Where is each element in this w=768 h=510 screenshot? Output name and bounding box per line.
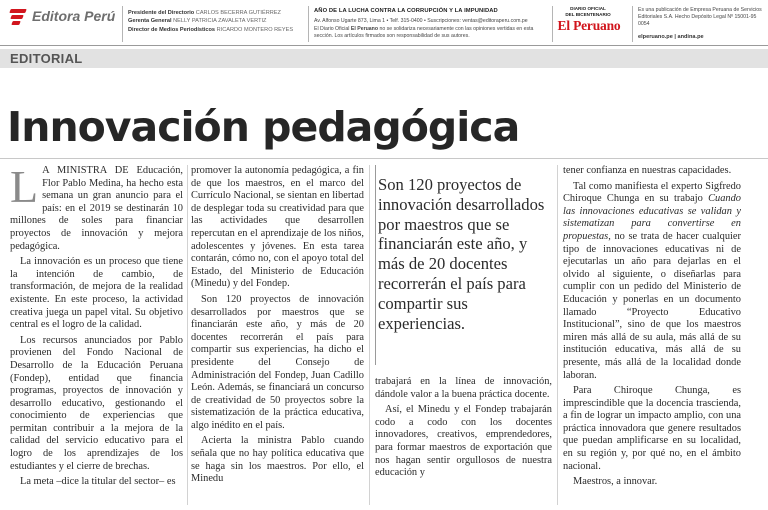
column-divider [187, 165, 188, 505]
paragraph: La meta –dice la titular del sector– es [20, 476, 176, 488]
paragraph: Tal como manifiesta el experto Sigfredo Chiroque Chunga en su trabajo Cuando las innovaciones educativas se validan y sistematizan para convertirse en propuestas, no se trata de hacer cualquier tipo de innovaciones educativas ni de ejecutarlas un año para dejarlas en el olvido al siguiente, o diseñarlas para cumplir con un pedido del Ministerio de Educación y ponerlas en un documento llamado “Proyecto Educativo Institucional”, sino de que los maestros miren más allá de su aula, más allá de su institución educativa, más allá de su presente, más allá de la localidad donde laboran. [563, 180, 741, 381]
publisher-info: Es una publicación de Empresa Peruana de Servicios Editoriales S.A. Hecho Depósito Legal Nº 15001-95 0054 [638, 7, 762, 27]
drop-cap: L [10, 161, 39, 212]
paragraph: promover la autonomía pedagógica, a fin de que los maestros, en el marco del Currículo Nacional, se sientan en libertad de desplegar toda su creatividad para que las actividades que desarrollen repercutan en el aprendizaje de los niños, adolescentes y jóvenes. En esta tarea contarán, cómo no, con el apoyo total del Estado, del Ministerio de Educación (Minedu) y del Fondep. [191, 165, 364, 290]
paragraph: La innovación es un proceso que tiene la intención de cambio, de transformación, de mejora de la realidad existente. En este proceso, la actividad creativa juega un papel vital. Su objetivo central es el logro de la calidad. [10, 256, 183, 331]
paragraph: Son 120 proyectos de innovación desarrollados por maestros que se financiarán este año, y más de 20 docentes recorrerán el país para compartir sus experiencias, ha dicho el presidente del Consejo de Administración del Fondep, Juan Cadillo León. Además, se financiará un concurso de creatividad de 50 proyectos sobre la sistematización de la práctica educativa, algo inédito en el país. [191, 293, 364, 431]
paragraph: Para Chiroque Chunga, es imprescindible que la docencia trascienda, a fin de lograr un impacto amplio, con una práctica innovadora que genere resultados que puedan amplificarse en su localidad, en su región y, por qué no, en el ámbito nacional. [563, 385, 741, 472]
headline-rule [0, 158, 768, 159]
editora-brand-name: Editora Perú [32, 8, 116, 24]
paragraph: trabajará en la línea de innovación, dándole valor a la buena práctica docente. [375, 376, 552, 400]
paragraph: Así, el Minedu y el Fondep trabajarán codo a codo con los docentes innovadores, creativos, emprendedores, para formar maestros de exportación que nos hagan sentir orgullosos de nuestra educación y [375, 404, 552, 479]
pull-quote: Son 120 proyectos de innovación desarrollados por maestros que se financiarán este año, y más de 20 docentes recorrerán el país para compartir sus experiencias. [378, 175, 545, 333]
masthead [0, 0, 768, 46]
column-divider [557, 165, 558, 505]
pullquote-rule [375, 165, 376, 365]
staff-line: Director de Medios Periodísticos RICARDO MONTERO REYES [128, 26, 294, 33]
address-line: Av. Alfonso Ugarte 873, Lima 1 • Telf. 315-0400 • Suscripciones: ventas@editoraperu.com.pe [314, 18, 528, 24]
article-column-1 [10, 161, 183, 492]
contact-disclaimer [314, 18, 550, 41]
article-column-2 [191, 165, 364, 489]
masthead-divider [632, 6, 633, 42]
staff-list [128, 9, 293, 34]
closing-paragraph: Maestros, a innovar. [573, 476, 658, 488]
diario-oficial-label: DIARIO OFICIAL DEL BICENTENARIO [565, 6, 611, 17]
article-headline: Innovación pedagógica [7, 103, 520, 151]
staff-line: Presidente del Directorio CARLOS BECERRA GUTIÉRREZ [128, 10, 281, 16]
paragraph: L A MINISTRA DE Educación, Flor Pablo Medina, ha hecho esta semana un gran anuncio para el país: en el 2019 se destinarán 10 millones de soles para financiar proyectos de innovación y mejora pedagógica. [10, 161, 183, 252]
masthead-divider [122, 6, 123, 42]
masthead-divider [308, 6, 309, 42]
disclaimer-line: El Diario Oficial El Peruano no se solidariza necesariamente con las opiniones vertidas en esta sección. Los artículos firmados son responsabilidad de sus autores. [314, 25, 534, 40]
section-label: EDITORIAL [10, 51, 83, 66]
paragraph: Los recursos anunciados por Pablo provienen del Fondo Nacional de Desarrollo de la Educación Peruana (Fondep), entidad que financia programas, proyectos de innovación y desarrollo educativo, gestionando el conocimiento de experiencias que permitan contribuir a la mejora de la calidad del servicio educativo para el logro de los aprendizajes de los estudiantes y el cierre de brechas. [10, 334, 183, 472]
article-column-4 [563, 165, 741, 492]
el-peruano-logo[interactable]: El Peruano [557, 18, 621, 33]
cited-work-title: Cuando las innovaciones educativas se validan y sistematizan para convertirse en propuestas [563, 193, 741, 242]
year-motto: AÑO DE LA LUCHA CONTRA LA CORRUPCIÓN Y LA IMPUNIDAD [314, 8, 498, 14]
paragraph: tener confianza en nuestras capacidades. [563, 165, 732, 176]
paragraph: Acierta la ministra Pablo cuando señala que no hay política educativa que se haga sin los maestros. Por ello, el Minedu [191, 435, 364, 485]
editora-peru-logo[interactable] [8, 6, 115, 26]
editora-logo-icon [8, 6, 28, 26]
staff-line: Gerenta General NELLY PATRICIA ZAVALETA VERTIZ [128, 18, 267, 25]
column-divider [369, 165, 370, 505]
section-bar [0, 49, 768, 68]
website-links[interactable]: elperuano.pe | andina.pe [638, 34, 704, 40]
article-column-3 [375, 376, 552, 483]
